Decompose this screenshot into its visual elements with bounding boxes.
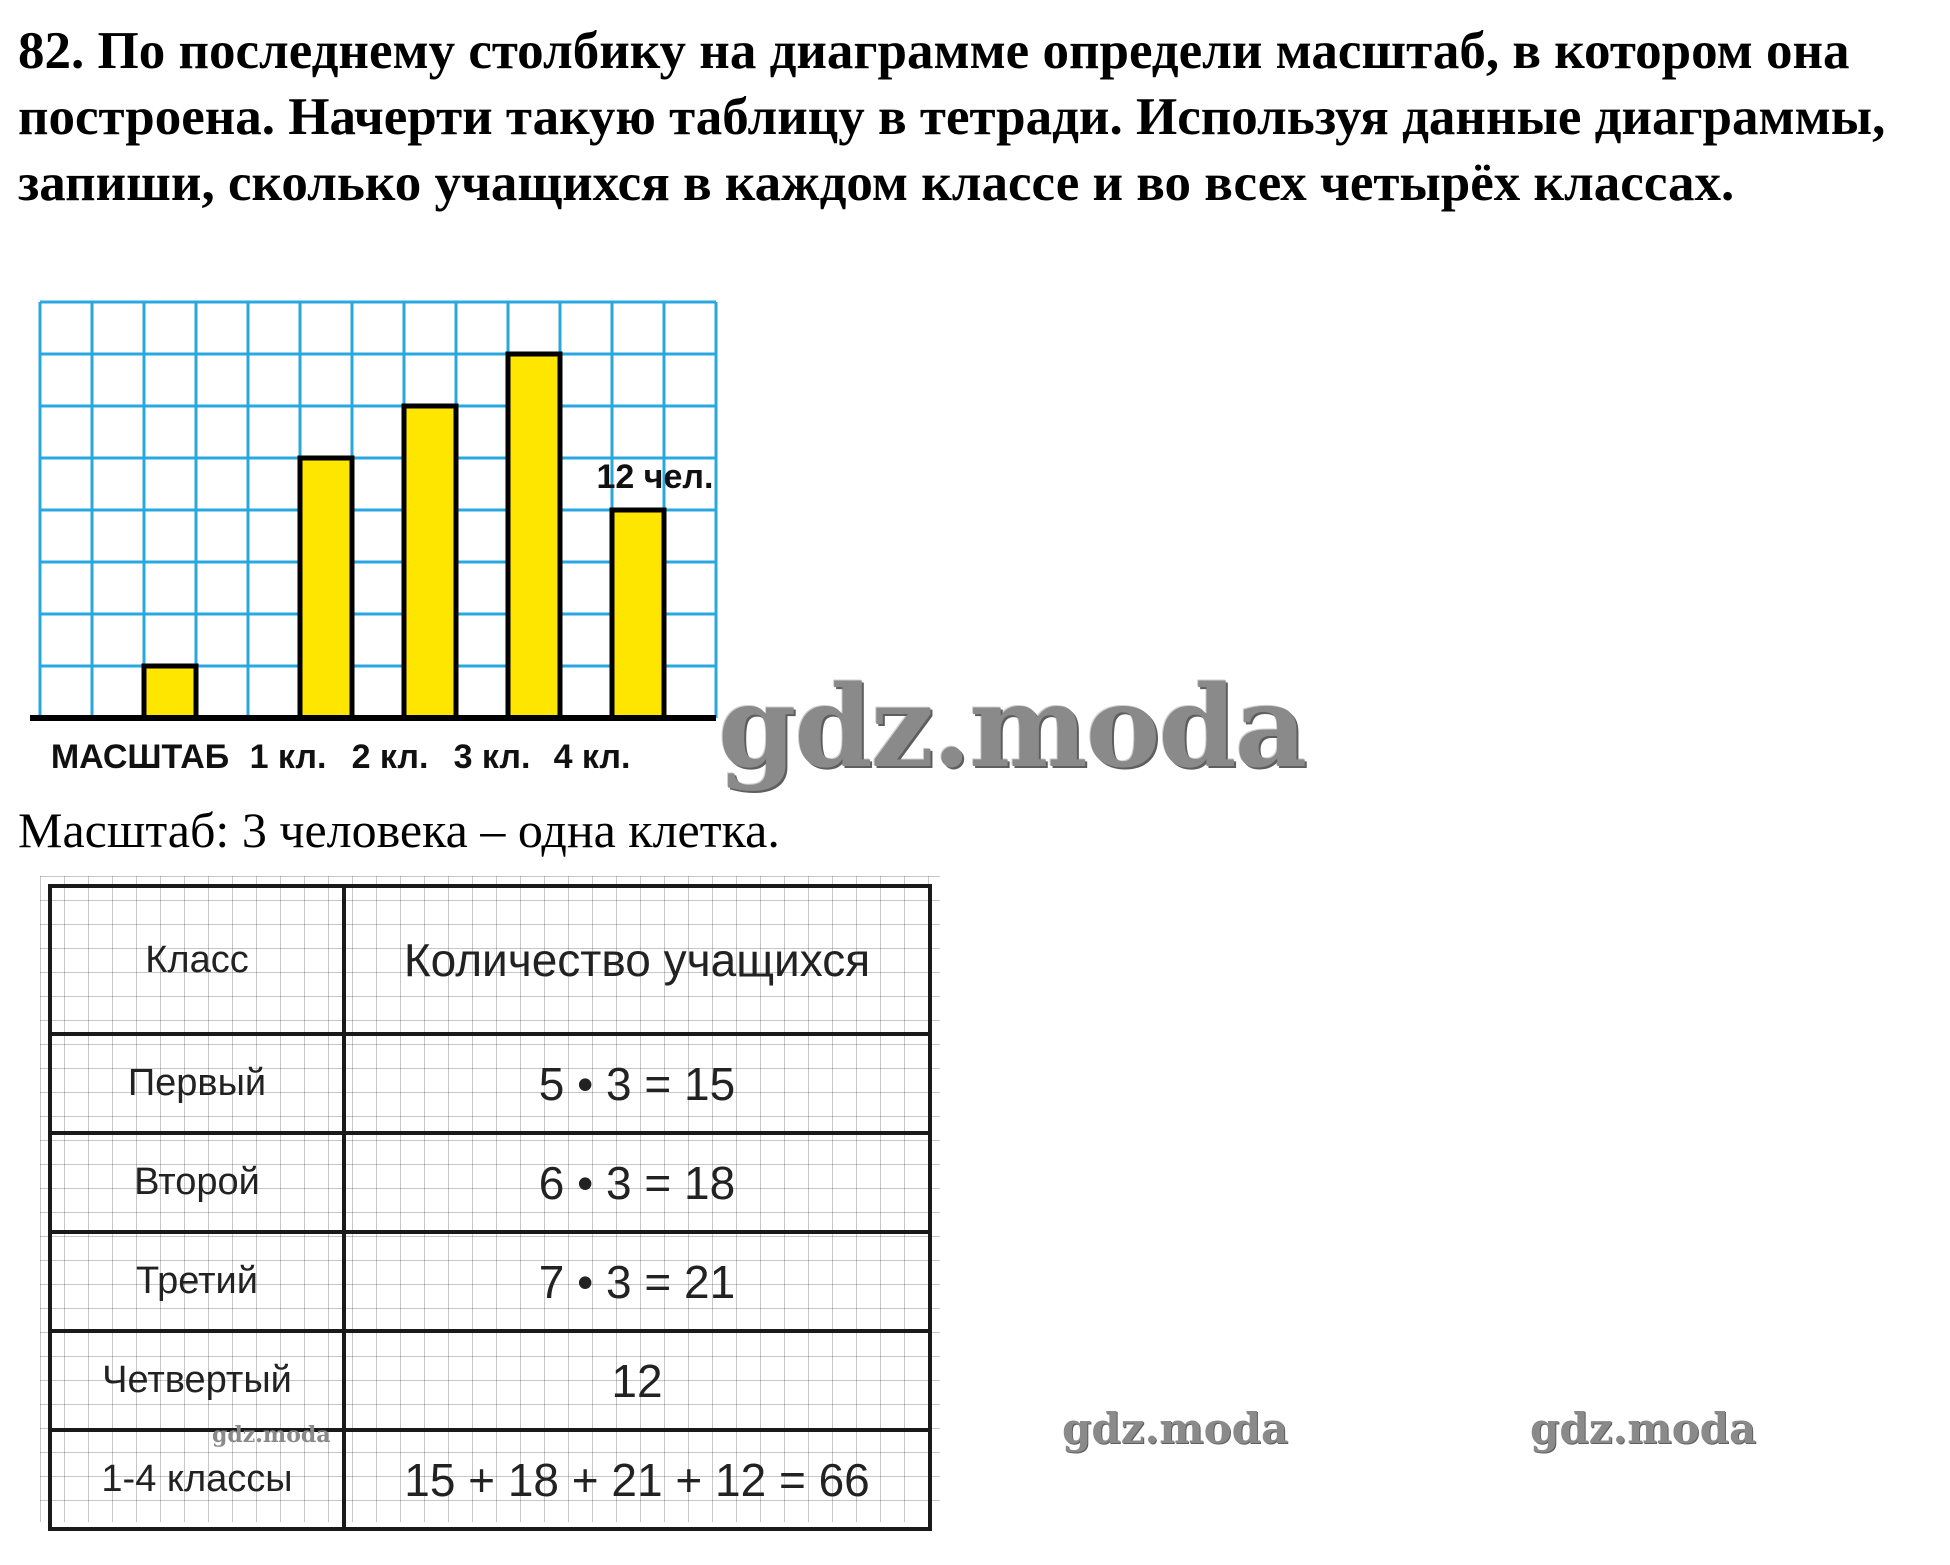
chart-labels <box>51 738 631 776</box>
watermark-main: gdz.moda <box>718 662 1306 793</box>
category-label: 3 кл. <box>453 738 531 776</box>
chart-bars <box>144 354 664 718</box>
bar-5 <box>612 510 664 718</box>
watermark-bottom-right: gdz.moda <box>1530 1404 1757 1453</box>
answer-table <box>48 884 932 1531</box>
watermark-bottom-center: gdz.moda <box>1062 1404 1289 1453</box>
category-label: 1 кл. <box>249 738 327 776</box>
table-row <box>50 1133 930 1232</box>
bar-chart <box>30 298 730 778</box>
category-label: 4 кл. <box>553 738 631 776</box>
table-row <box>50 1331 930 1430</box>
header-class: Класс <box>50 886 344 1034</box>
row-count: 12 <box>344 1331 930 1430</box>
table-row <box>50 1232 930 1331</box>
bar-2 <box>300 458 352 718</box>
task-text: 82. По последнему столбику на диаграмме определи масштаб, в котором она построена. Начерти такую таблицу в тетради. Используя данные диаграммы, запиши, сколько учащихся в каждом классе и во всех четырёх классах. <box>18 22 1886 212</box>
watermark-in-table: gdz.moda <box>212 1422 331 1448</box>
row-class: Четвертый <box>50 1331 344 1430</box>
row-count: 5 • 3 = 15 <box>344 1034 930 1133</box>
answer-table-area <box>40 876 940 1522</box>
table-header-row <box>50 886 930 1034</box>
row-class: Первый <box>50 1034 344 1133</box>
scale-statement: Масштаб: 3 человека – одна клетка. <box>18 802 780 858</box>
row-count: 15 + 18 + 21 + 12 = 66 <box>344 1430 930 1529</box>
bar-3 <box>404 406 456 718</box>
row-count: 6 • 3 = 18 <box>344 1133 930 1232</box>
row-class: Третий <box>50 1232 344 1331</box>
header-count: Количество учащихся <box>344 886 930 1034</box>
category-label: МАСШТАБ <box>50 738 230 776</box>
category-label: 2 кл. <box>351 738 429 776</box>
row-class: 1-4 классы <box>50 1430 344 1529</box>
table-row <box>50 1430 930 1529</box>
bar-chart-svg <box>30 298 730 778</box>
bar-1 <box>144 666 196 718</box>
row-count: 7 • 3 = 21 <box>344 1232 930 1331</box>
chart-annotation: 12 чел. <box>596 458 714 496</box>
bar-4 <box>508 354 560 718</box>
row-class: Второй <box>50 1133 344 1232</box>
table-row <box>50 1034 930 1133</box>
